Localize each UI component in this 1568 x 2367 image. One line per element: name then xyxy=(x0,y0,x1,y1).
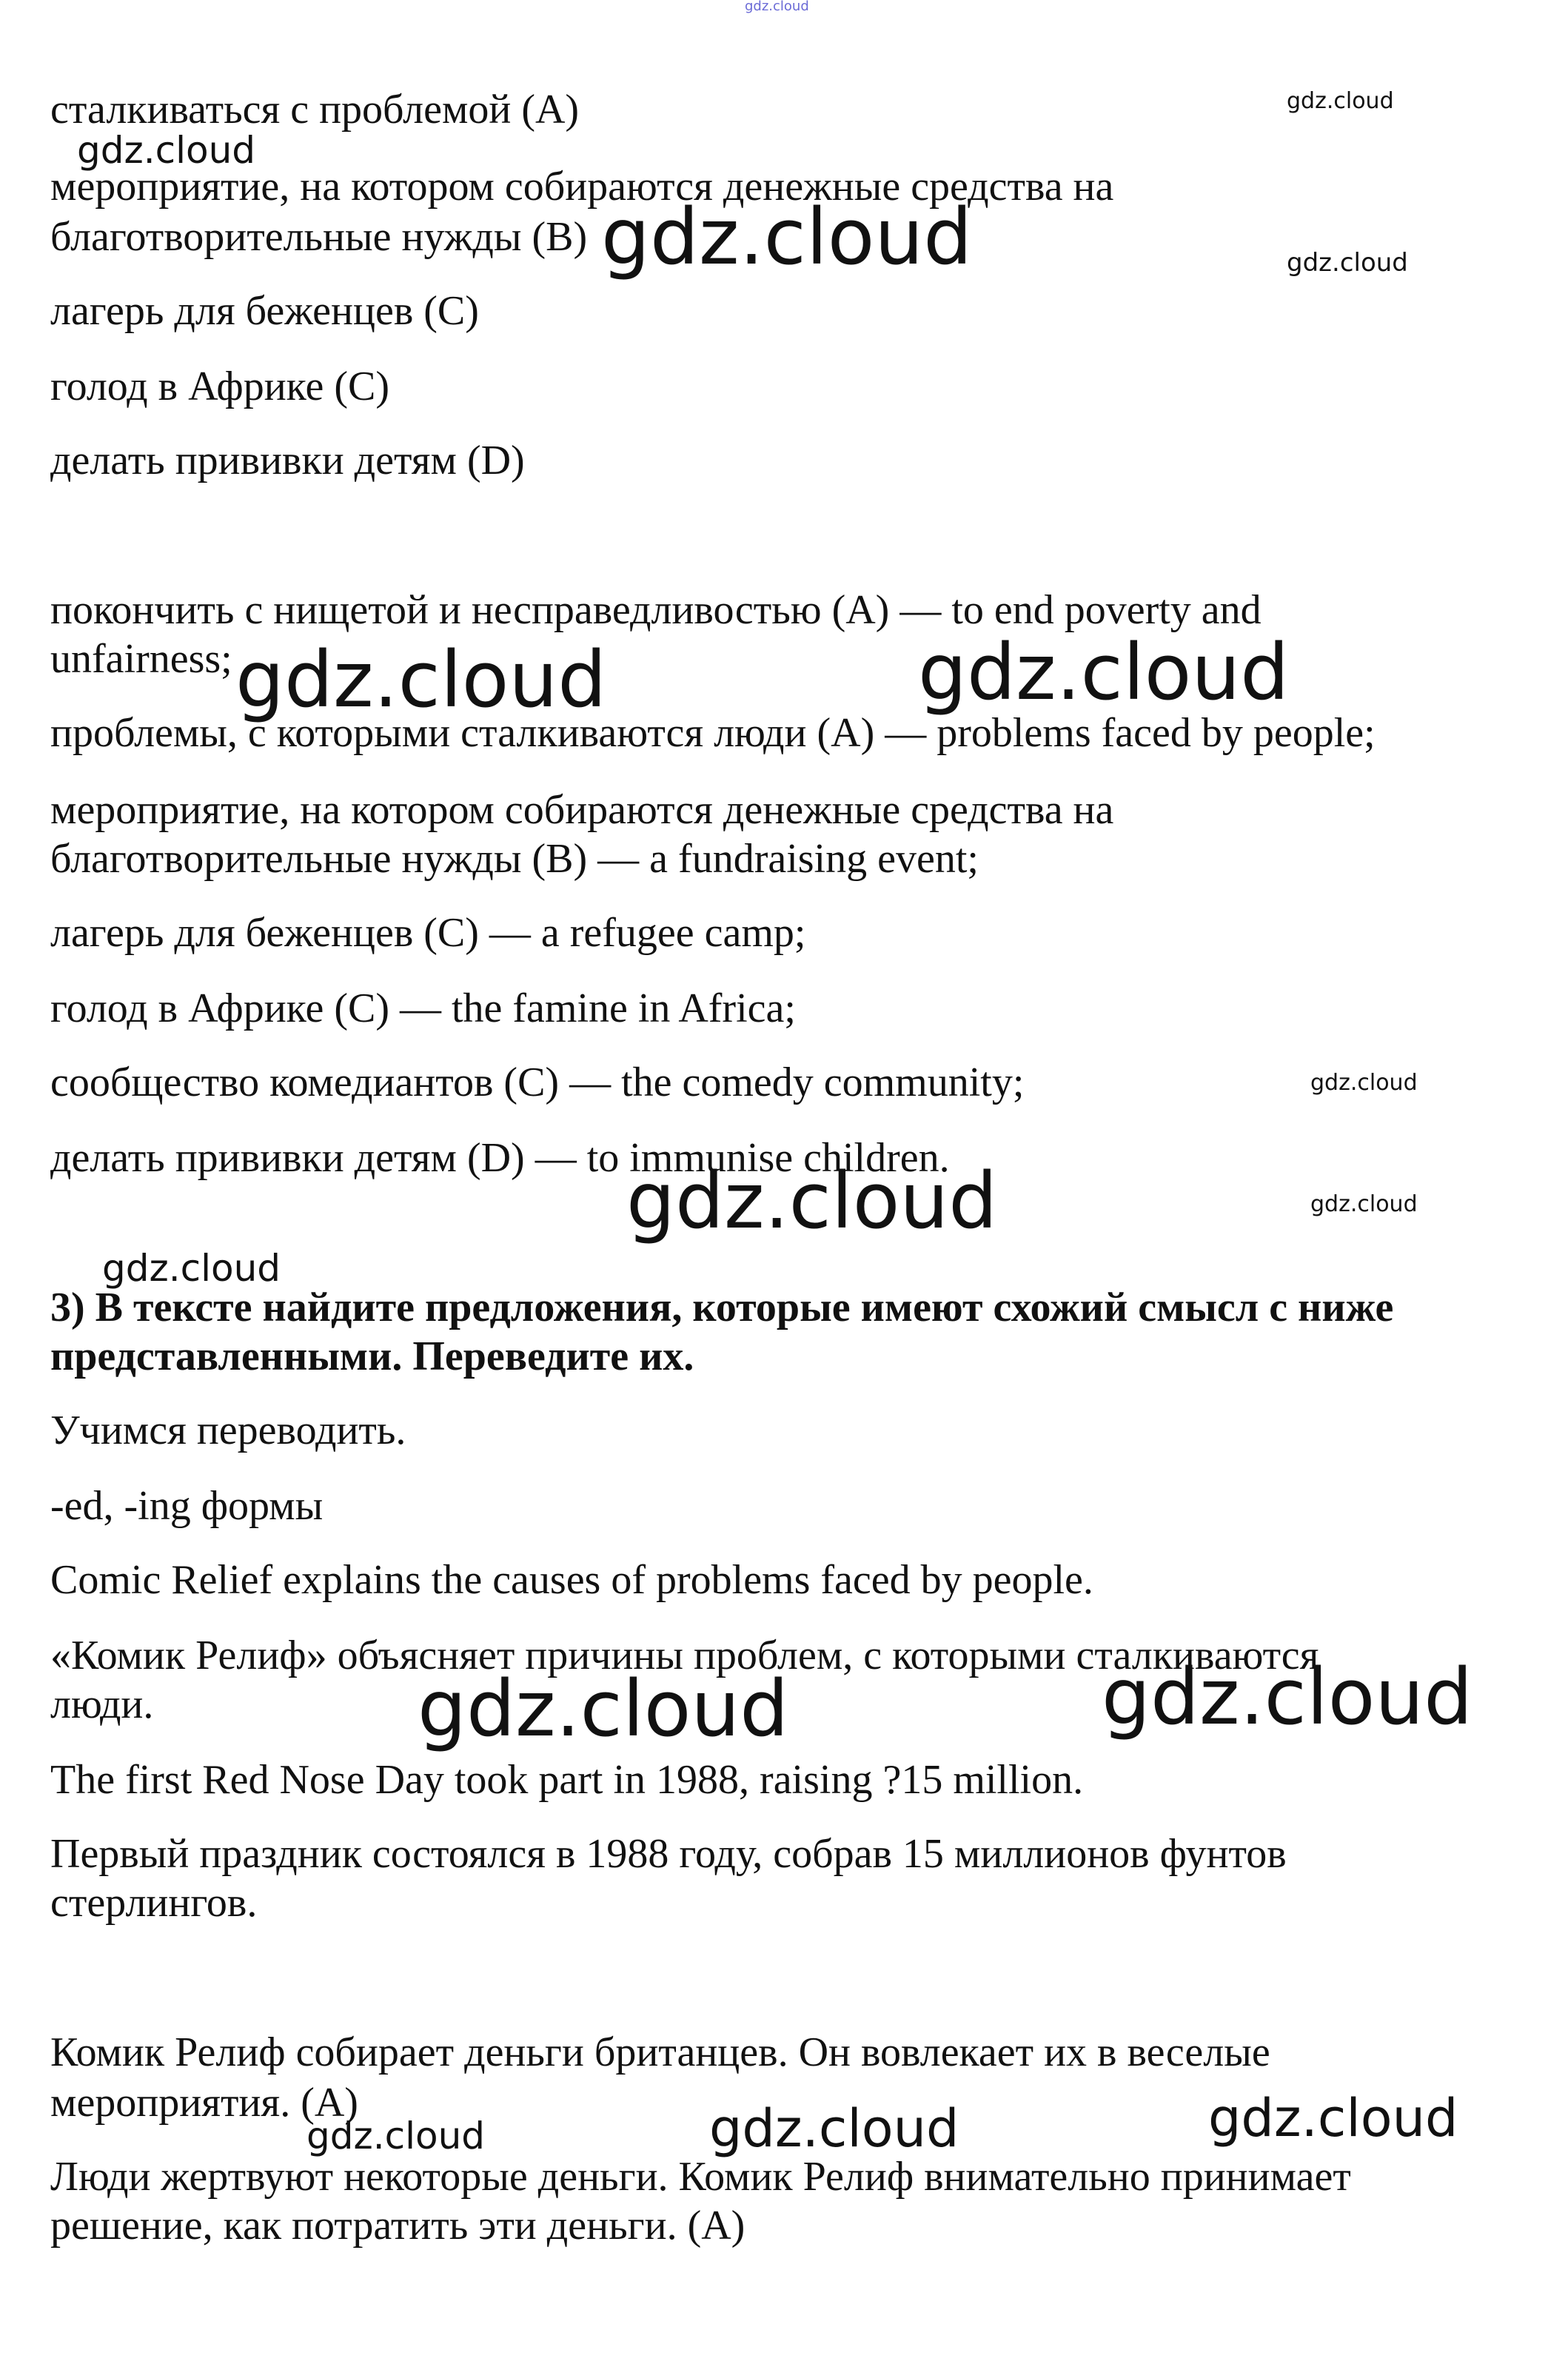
list-b-line-4: мероприятие, на котором собираются денежные средства на xyxy=(50,787,1114,833)
list-c-line-1: Комик Релиф собирает деньги британцев. Он вовлекает их в веселые xyxy=(50,2029,1270,2075)
list-b-line-1: покончить с нищетой и несправедливостью (A) — to end poverty and xyxy=(50,587,1262,633)
task3-line-4: «Комик Релиф» объясняет причины проблем, с которыми сталкиваются xyxy=(50,1633,1319,1678)
task3-line-1: Учимся переводить. xyxy=(50,1407,406,1453)
list-a-line-1: сталкиваться с проблемой (A) xyxy=(50,87,580,133)
watermark: gdz.cloud xyxy=(1310,1191,1418,1217)
watermark: gdz.cloud xyxy=(1287,248,1408,278)
list-b-line-7: голод в Африке (C) — the famine in Africa; xyxy=(50,985,796,1031)
list-a-line-2: мероприятие, на котором собираются денежные средства на xyxy=(50,164,1114,210)
list-c-line-3: Люди жертвуют некоторые деньги. Комик Релиф внимательно принимает xyxy=(50,2154,1351,2200)
watermark: gdz.cloud xyxy=(1208,2088,1458,2149)
task3-line-2: -ed, -ing формы xyxy=(50,1483,324,1529)
list-b-line-9: делать прививки детям (D) — to immunise children. xyxy=(50,1135,950,1181)
task3-line-8: стерлингов. xyxy=(50,1880,258,1926)
list-a-line-5: голод в Африке (C) xyxy=(50,364,389,409)
list-b-line-8: сообщество комедиантов (C) — the comedy community; xyxy=(50,1059,1025,1105)
list-b-line-2: unfairness; xyxy=(50,636,232,682)
task3-line-6: The first Red Nose Day took part in 1988, raising ?15 million. xyxy=(50,1757,1084,1803)
list-a-line-3: благотворительные нужды (B) xyxy=(50,214,588,260)
watermark: gdz.cloud xyxy=(418,1664,789,1754)
list-a-line-6: делать прививки детям (D) xyxy=(50,438,525,483)
watermark: gdz.cloud xyxy=(709,2098,959,2159)
watermark: gdz.cloud xyxy=(1287,88,1394,114)
task3-heading-line-1: 3) В тексте найдите предложения, которые имеют схожий смысл с ниже xyxy=(50,1285,1394,1330)
list-a-line-4: лагерь для беженцев (C) xyxy=(50,288,479,334)
watermark: gdz.cloud xyxy=(306,2115,486,2157)
watermark: gdz.cloud xyxy=(626,1156,998,1246)
list-b-line-5: благотворительные нужды (B) — a fundraising event; xyxy=(50,836,979,882)
top-watermark: gdz.cloud xyxy=(745,0,809,14)
watermark: gdz.cloud xyxy=(1102,1652,1473,1742)
watermark: gdz.cloud xyxy=(235,635,607,725)
task3-line-3: Comic Relief explains the causes of problems faced by people. xyxy=(50,1557,1093,1603)
task3-heading-line-2: представленными. Переведите их. xyxy=(50,1333,694,1379)
watermark: gdz.cloud xyxy=(102,1247,281,1290)
list-b-line-3: проблемы, с которыми сталкиваются люди (A) — problems faced by people; xyxy=(50,710,1376,756)
list-c-line-4: решение, как потратить эти деньги. (A) xyxy=(50,2203,746,2249)
task3-line-5: люди. xyxy=(50,1681,154,1727)
watermark: gdz.cloud xyxy=(77,129,256,172)
watermark: gdz.cloud xyxy=(918,627,1290,717)
task3-line-7: Первый праздник состоялся в 1988 году, собрав 15 миллионов фунтов xyxy=(50,1831,1287,1877)
list-b-line-6: лагерь для беженцев (C) — a refugee camp; xyxy=(50,910,806,956)
watermark: gdz.cloud xyxy=(601,192,973,282)
watermark: gdz.cloud xyxy=(1310,1070,1418,1096)
list-c-line-2: мероприятия. (A) xyxy=(50,2080,358,2126)
